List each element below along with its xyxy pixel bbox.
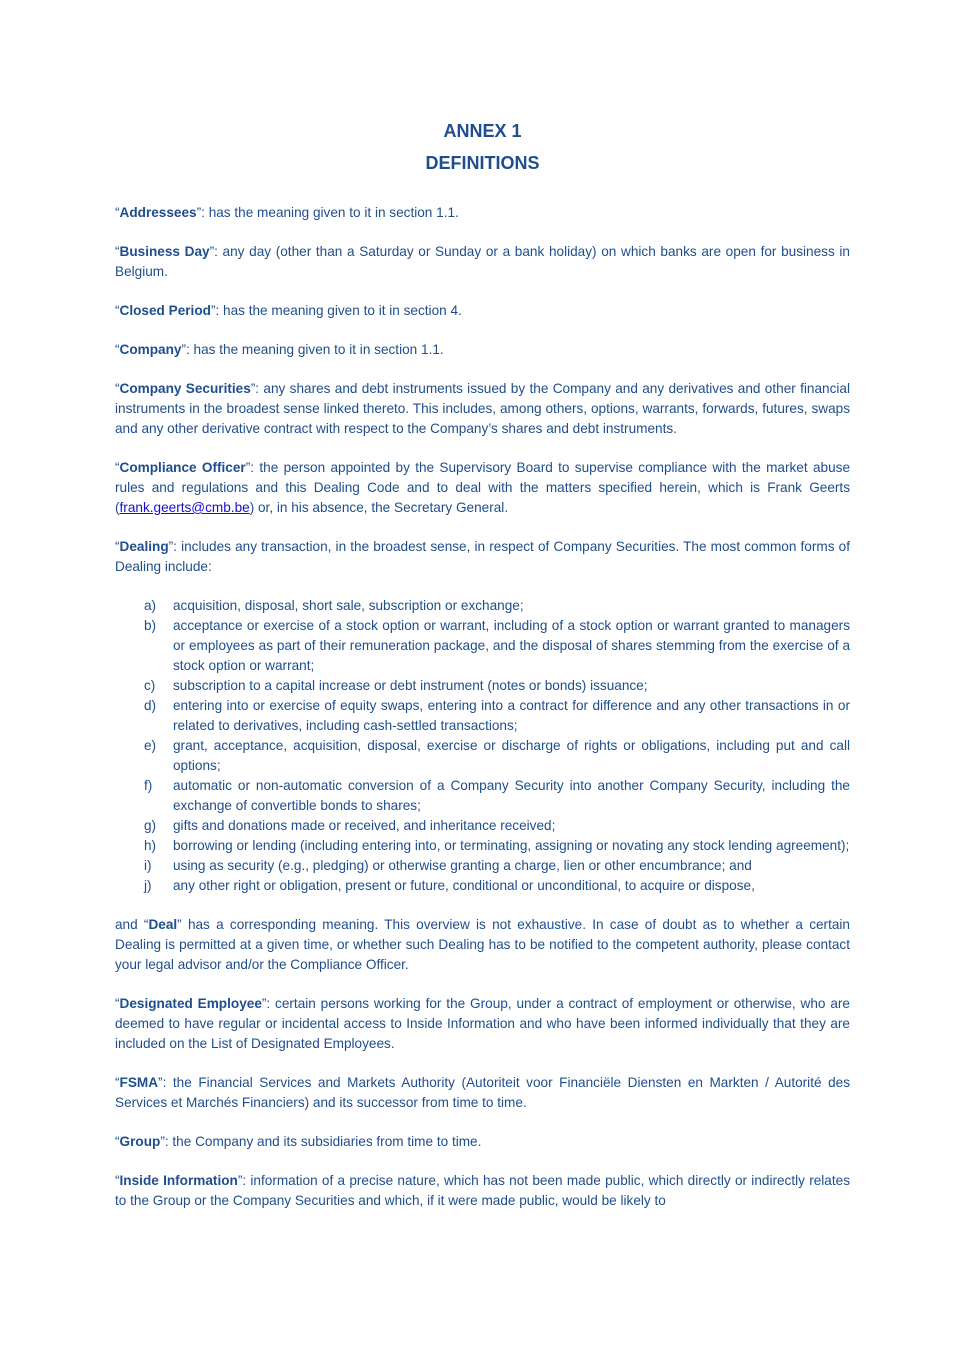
definition-text: ”: has the meaning given to it in section 1.1. — [196, 205, 459, 220]
list-item-text: subscription to a capital increase or debt instrument (notes or bonds) issuance; — [173, 678, 648, 693]
definition-text: ”: any shares and debt instruments issued by the Company and any derivatives and other financial instruments in the broadest sense linked thereto. This includes, among others, options, warrants, forwards, futures, swaps and any other derivative contract with respect to the Company’s shares and debt instruments. — [115, 381, 850, 436]
definition-group — [115, 1132, 850, 1152]
term-prefix: “ — [115, 1173, 120, 1188]
term: Company — [119, 342, 182, 357]
list-item — [115, 676, 850, 696]
list-item — [115, 836, 850, 856]
list-item-text: any other right or obligation, present or future, conditional or unconditional, to acquire or dispose, — [173, 878, 755, 893]
definition-text: ”: the person appointed by the Supervisory Board to supervise compliance with the market abuse rules and regulations and this Dealing Code and to deal with the matters specified herein, which is Frank Geerts ( — [115, 460, 851, 515]
definitions-heading: DEFINITIONS — [425, 153, 540, 173]
definition-text: ”: the Company and its subsidiaries from time to time. — [160, 1134, 482, 1149]
list-marker: i) — [144, 858, 152, 873]
list-marker: e) — [144, 738, 157, 753]
term: Business Day — [119, 244, 210, 259]
list-item-text: acquisition, disposal, short sale, subscription or exchange; — [173, 598, 524, 613]
term: Closed Period — [119, 303, 211, 318]
list-item — [115, 776, 850, 816]
term: Dealing — [119, 539, 169, 554]
list-item — [115, 616, 850, 676]
list-item-text: using as security (e.g., pledging) or otherwise granting a charge, lien or other encumbrance; and — [173, 858, 752, 873]
list-marker: j) — [144, 878, 152, 893]
definition-text: ”: has the meaning given to it in section 4. — [210, 303, 462, 318]
email-link[interactable]: frank.geerts@cmb.be — [119, 500, 250, 515]
list-marker: g) — [144, 818, 157, 833]
term: Inside Information — [119, 1173, 238, 1188]
term-prefix: “ — [115, 996, 120, 1011]
definition-text: ”: certain persons working for the Group, under a contract of employment or otherwise, who are deemed to have regular or incidental access to Inside Information and who have been informed individually that they are included on the List of Designated Employees. — [115, 996, 850, 1051]
definition-addressees: “Addressees”: has the meaning given to it in section 1.1. — [115, 205, 459, 220]
definition-text: ”: information of a precise nature, which has not been made public, which directly or indirectly relates to the Group or the Company Securities and which, if it were made public, would be likely to — [115, 1173, 850, 1208]
term-prefix: “ — [115, 1075, 120, 1090]
definition-designated-employee — [115, 994, 850, 1054]
annex-heading: ANNEX 1 — [443, 121, 522, 141]
dealing-list — [115, 596, 850, 896]
term: Deal — [148, 917, 178, 932]
list-item-text: gifts and donations made or received, and inheritance received; — [173, 818, 556, 833]
list-item-text: automatic or non-automatic conversion of a Company Security into another Company Security, including the exchange of convertible bonds to shares; — [173, 778, 850, 813]
definition-compliance-officer: “Compliance Officer”: the person appointed by the Supervisory Board to supervise compliance with the market abuse rules and regulations and this Dealing Code and to deal with the matters specified herein, which is Frank Geerts (frank.geerts@cmb.be) or, in his absence, the Secretary General. — [115, 460, 851, 515]
list-item-text: acceptance or exercise of a stock option or warrant, including of a stock option or warrant granted to managers or employees as part of their remuneration package, and the disposal of shares stemming from the exercise of a stock option or warrant; — [173, 618, 850, 673]
list-item — [115, 876, 850, 896]
definition-text: ”: has the meaning given to it in section 1.1. — [181, 342, 444, 357]
term: Company Securities — [119, 381, 251, 396]
list-item — [115, 736, 850, 776]
list-marker: c) — [144, 678, 156, 693]
definition-fsma — [115, 1073, 850, 1113]
list-marker: d) — [144, 698, 157, 713]
list-item — [115, 696, 850, 736]
list-item — [115, 596, 850, 616]
definition-business-day: “Business Day”: any day (other than a Saturday or Sunday or a bank holiday) on which banks are open for business in Belgium. — [115, 244, 850, 279]
list-item-text: entering into or exercise of equity swaps, entering into a contract for difference and any other transactions in or related to derivatives, including cash-settled transactions; — [173, 698, 850, 733]
definition-text: ” has a corresponding meaning. This overview is not exhaustive. In case of doubt as to whether a certain Dealing is permitted at a given time, or whether such Dealing has to be notified to the competent authority, please contact your legal advisor and/or the Compliance Officer. — [115, 917, 850, 972]
term-prefix: “ — [115, 1134, 120, 1149]
list-item — [115, 816, 850, 836]
definition-text: ”: the Financial Services and Markets Authority (Autoriteit voor Financiële Diensten en Markten / Autorité des Services et Marchés Financiers) and its successor from time to time. — [115, 1075, 850, 1110]
list-item-text: grant, acceptance, acquisition, disposal, exercise or discharge of rights or obligations, including put and call options; — [173, 738, 850, 773]
list-marker: f) — [144, 778, 153, 793]
term: Group — [119, 1134, 161, 1149]
definition-company: “Company”: has the meaning given to it in section 1.1. — [115, 342, 444, 357]
list-item-text: borrowing or lending (including entering into, or terminating, assigning or novating any stock lending agreement); — [173, 838, 850, 853]
definition-text: ”: includes any transaction, in the broadest sense, in respect of Company Securities. The most common forms of Dealing include: — [115, 539, 850, 574]
list-item — [115, 856, 850, 876]
document-page — [115, 115, 850, 1230]
definition-company-securities: “Company Securities”: any shares and debt instruments issued by the Company and any derivatives and other financial instruments in the broadest sense linked thereto. This includes, among others, options, warrants, forwards, futures, swaps and any other derivative contract with respect to the Company’s shares and debt instruments. — [115, 381, 850, 436]
list-marker: h) — [144, 838, 157, 853]
list-marker: b) — [144, 618, 157, 633]
list-marker: a) — [144, 598, 157, 613]
term: Designated Employee — [119, 996, 262, 1011]
definition-text: ) or, in his absence, the Secretary General. — [249, 500, 509, 515]
definition-dealing: “Dealing”: includes any transaction, in the broadest sense, in respect of Company Securities. The most common forms of Dealing include: — [115, 539, 850, 574]
definition-closed-period: “Closed Period”: has the meaning given to it in section 4. — [115, 303, 462, 318]
term: FSMA — [119, 1075, 159, 1090]
definition-text: ”: any day (other than a Saturday or Sunday or a bank holiday) on which banks are open for business in Belgium. — [115, 244, 850, 279]
term: Addressees — [119, 205, 197, 220]
deal-prefix: and “ — [115, 917, 149, 932]
definition-deal — [115, 915, 850, 975]
term: Compliance Officer — [119, 460, 246, 475]
definition-inside-information — [115, 1171, 850, 1211]
